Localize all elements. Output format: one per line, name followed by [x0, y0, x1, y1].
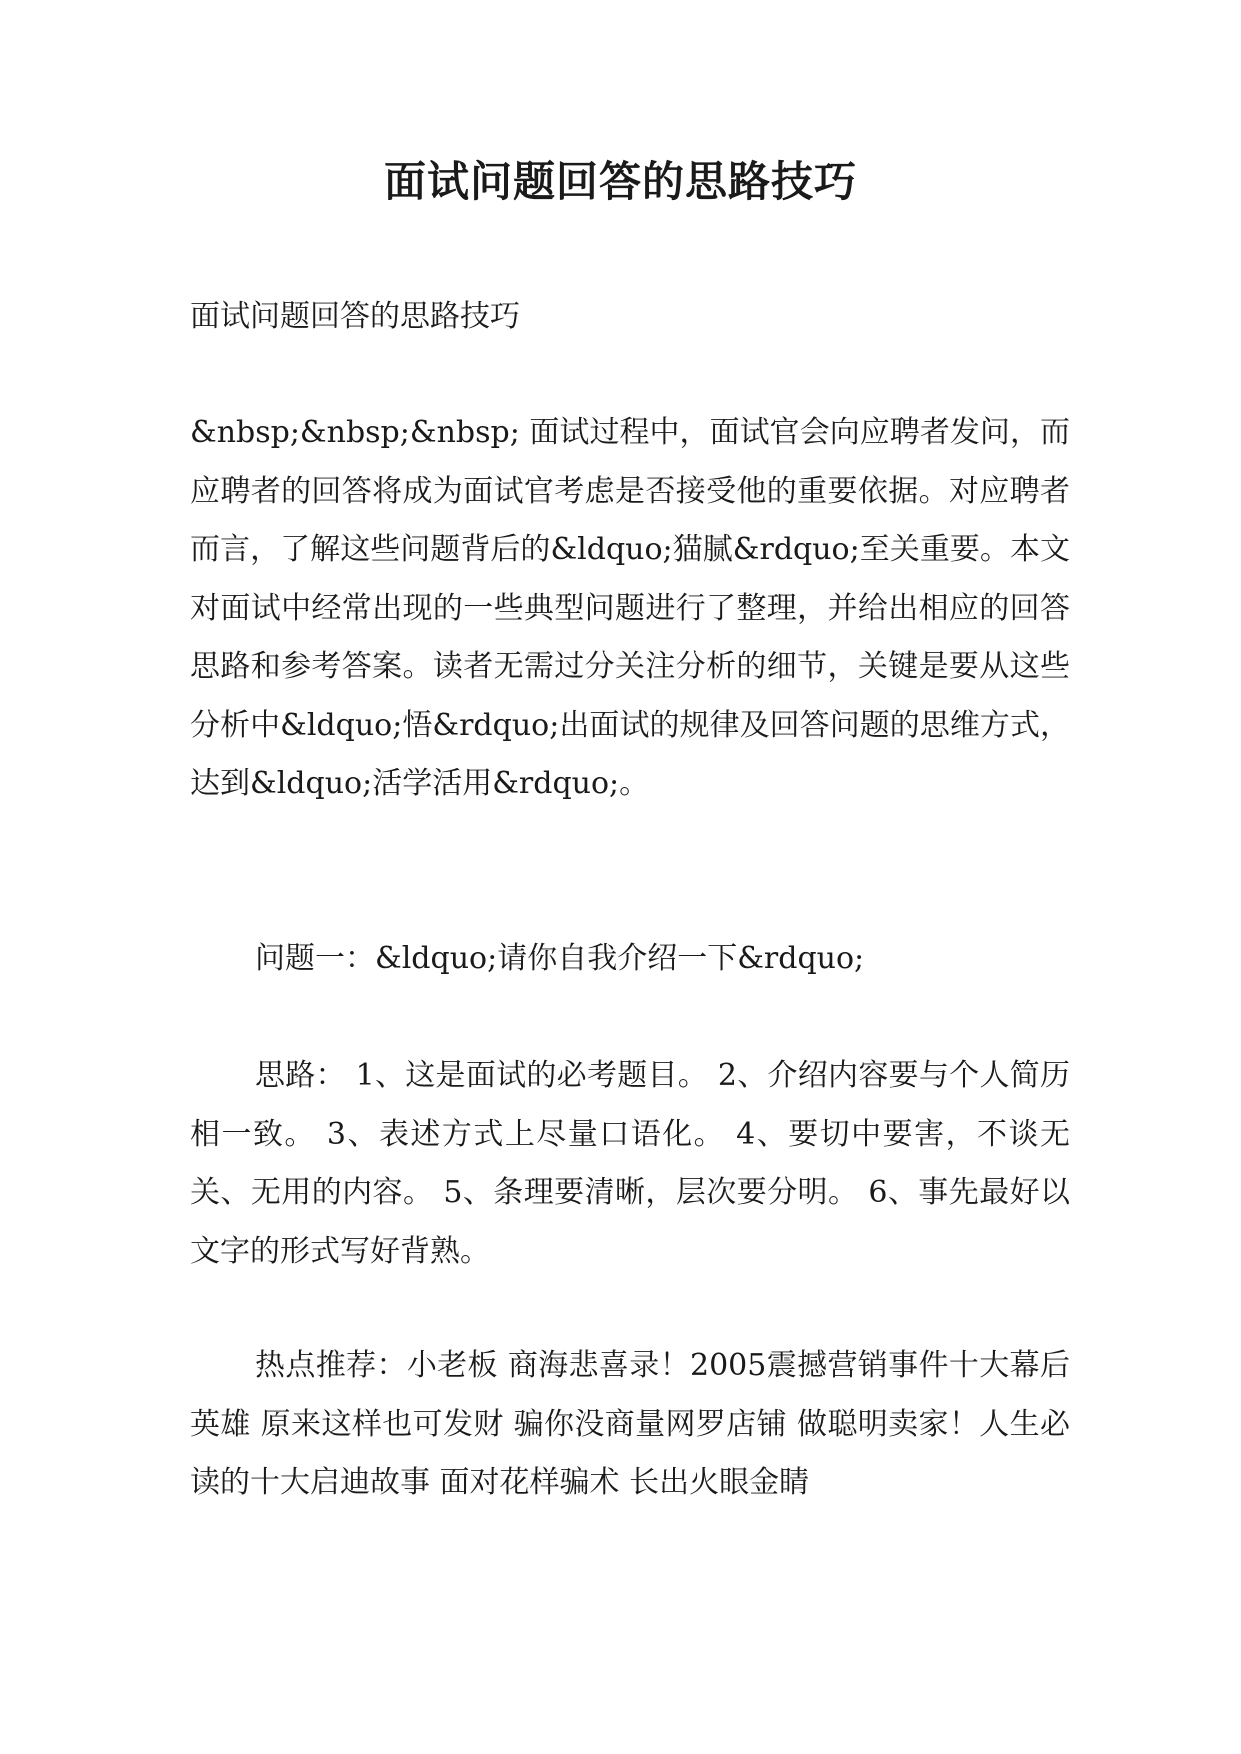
- intro-paragraph: &nbsp;&nbsp;&nbsp; 面试过程中，面试官会向应聘者发问，而应聘者的回答将成为面试官考虑是否接受他的重要依据。对应聘者而言，了解这些问题背后的&ldquo;猫腻&rdquo;至关重要。本文对面试中经常出现的一些典型问题进行了整理，并给出相应的回答思路和参考答案。读者无需过分关注分析的细节，关键是要从这些分析中&ldquo;悟&rdquo;出面试的规律及回答问题的思维方式，达到&ldquo;活学活用&rdquo;。: [190, 415, 1070, 801]
- document-subtitle: 面试问题回答的思路技巧: [190, 299, 520, 334]
- page-title: 面试问题回答的思路技巧: [383, 157, 857, 206]
- question-one-heading: 问题一：&ldquo;请你自我介绍一下&rdquo;: [255, 941, 865, 976]
- hot-recommendations-paragraph: 热点推荐：小老板 商海悲喜录！2005震撼营销事件十大幕后英雄 原来这样也可发财 骗你没商量网罗店铺 做聪明卖家！人生必读的十大启迪故事 面对花样骗术 长出火眼金睛: [190, 1348, 1070, 1500]
- answer-approach-paragraph: 思路： 1、这是面试的必考题目。 2、介绍内容要与个人简历相一致。 3、表述方式上尽量口语化。 4、要切中要害，不谈无关、无用的内容。 5、条理要清晰，层次要分明。 6、事先最好以文字的形式写好背熟。: [190, 1058, 1070, 1269]
